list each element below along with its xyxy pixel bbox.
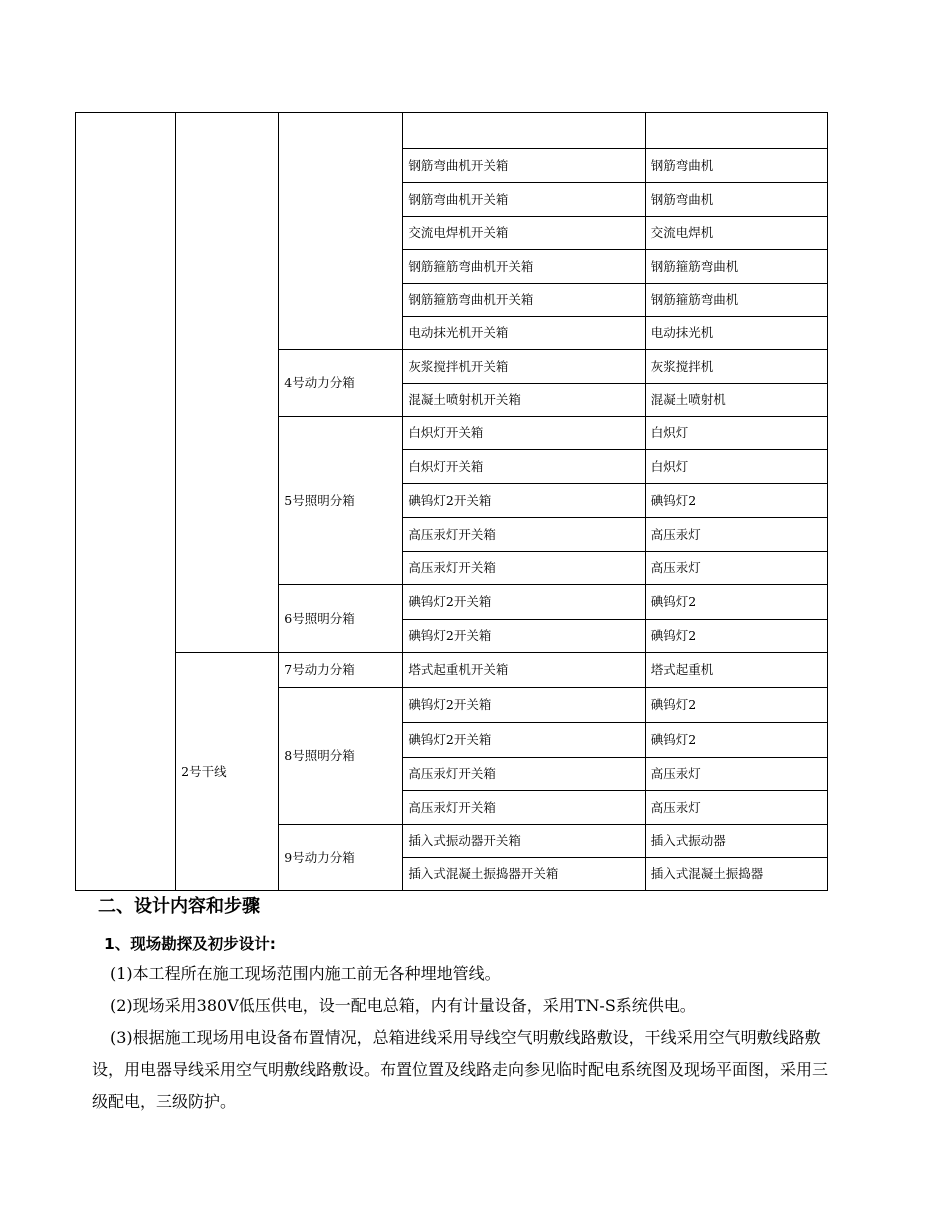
switch-box-cell: 碘钨灯2开关箱 [403, 484, 645, 518]
device-cell: 白炽灯 [645, 450, 827, 484]
switch-box-cell: 灰浆搅拌机开关箱 [403, 350, 645, 384]
device-cell: 高压汞灯 [645, 758, 827, 791]
device-cell: 钢筋弯曲机 [645, 183, 827, 217]
device-cell: 碘钨灯2 [645, 585, 827, 620]
device-cell: 碘钨灯2 [645, 620, 827, 653]
device-cell: 钢筋箍筋弯曲机 [645, 250, 827, 284]
device-cell: 交流电焊机 [645, 217, 827, 250]
switch-box-cell: 碘钨灯2开关箱 [403, 585, 645, 620]
box-cell [279, 113, 403, 350]
distribution-table [75, 112, 828, 891]
switch-box-cell: 插入式振动器开关箱 [403, 825, 645, 858]
device-cell: 混凝土喷射机 [645, 384, 827, 417]
switch-box-cell: 混凝土喷射机开关箱 [403, 384, 645, 417]
device-cell: 高压汞灯 [645, 518, 827, 552]
switch-box-cell: 高压汞灯开关箱 [403, 791, 645, 825]
box-cell: 4号动力分箱 [279, 350, 403, 417]
device-cell: 电动抹光机 [645, 317, 827, 350]
device-cell: 钢筋箍筋弯曲机 [645, 284, 827, 317]
device-cell: 碘钨灯2 [645, 484, 827, 518]
device-cell: 白炽灯 [645, 417, 827, 450]
section-heading: 二、设计内容和步骤 [98, 896, 260, 917]
switch-box-cell: 钢筋弯曲机开关箱 [403, 183, 645, 217]
box-cell: 5号照明分箱 [279, 417, 403, 585]
device-cell: 灰浆搅拌机 [645, 350, 827, 384]
switch-box-cell: 碘钨灯2开关箱 [403, 620, 645, 653]
box-cell: 6号照明分箱 [279, 585, 403, 653]
switch-box-cell: 插入式混凝土振捣器开关箱 [403, 858, 645, 891]
switch-box-cell [403, 113, 645, 149]
switch-box-cell: 高压汞灯开关箱 [403, 758, 645, 791]
device-cell: 插入式混凝土振捣器 [645, 858, 827, 891]
switch-box-cell: 碘钨灯2开关箱 [403, 723, 645, 758]
paragraph-2: (2)现场采用380V低压供电，设一配电总箱，内有计量设备，采用TN-S系统供电。 [110, 996, 696, 1015]
paragraph-3: (3)根据施工现场用电设备布置情况，总箱进线采用导线空气明敷线路敷设，干线采用空气明敷线路敷设，用电器导线采用空气明敷线路敷设。布置位置及线路走向参见临时配电系统图及现场平面图，采用三级配电，三级防护。 [92, 1028, 829, 1111]
table-row [76, 653, 828, 688]
device-cell: 插入式振动器 [645, 825, 827, 858]
section-subheading: 1、现场勘探及初步设计: [104, 935, 276, 953]
switch-box-cell: 交流电焊机开关箱 [403, 217, 645, 250]
box-cell: 8号照明分箱 [279, 688, 403, 825]
device-cell: 碘钨灯2 [645, 688, 827, 723]
switch-box-cell: 电动抹光机开关箱 [403, 317, 645, 350]
switch-box-cell: 碘钨灯2开关箱 [403, 688, 645, 723]
device-cell: 塔式起重机 [645, 653, 827, 688]
switch-box-cell: 钢筋箍筋弯曲机开关箱 [403, 284, 645, 317]
paragraph-1: (1)本工程所在施工现场范围内施工前无各种埋地管线。 [110, 964, 501, 983]
box-cell: 7号动力分箱 [279, 653, 403, 688]
trunk-blank-cell [76, 113, 176, 891]
trunk-1-cell [176, 113, 279, 653]
switch-box-cell: 高压汞灯开关箱 [403, 518, 645, 552]
trunk-label-cell: 2号干线 [176, 653, 279, 891]
switch-box-cell: 塔式起重机开关箱 [403, 653, 645, 688]
device-cell: 碘钨灯2 [645, 723, 827, 758]
switch-box-cell: 高压汞灯开关箱 [403, 552, 645, 585]
switch-box-cell: 白炽灯开关箱 [403, 450, 645, 484]
box-cell: 9号动力分箱 [279, 825, 403, 891]
switch-box-cell: 白炽灯开关箱 [403, 417, 645, 450]
switch-box-cell: 钢筋箍筋弯曲机开关箱 [403, 250, 645, 284]
device-cell: 钢筋弯曲机 [645, 149, 827, 183]
device-cell: 高压汞灯 [645, 791, 827, 825]
switch-box-cell: 钢筋弯曲机开关箱 [403, 149, 645, 183]
device-cell: 高压汞灯 [645, 552, 827, 585]
device-cell [645, 113, 827, 149]
table-row [76, 113, 828, 149]
